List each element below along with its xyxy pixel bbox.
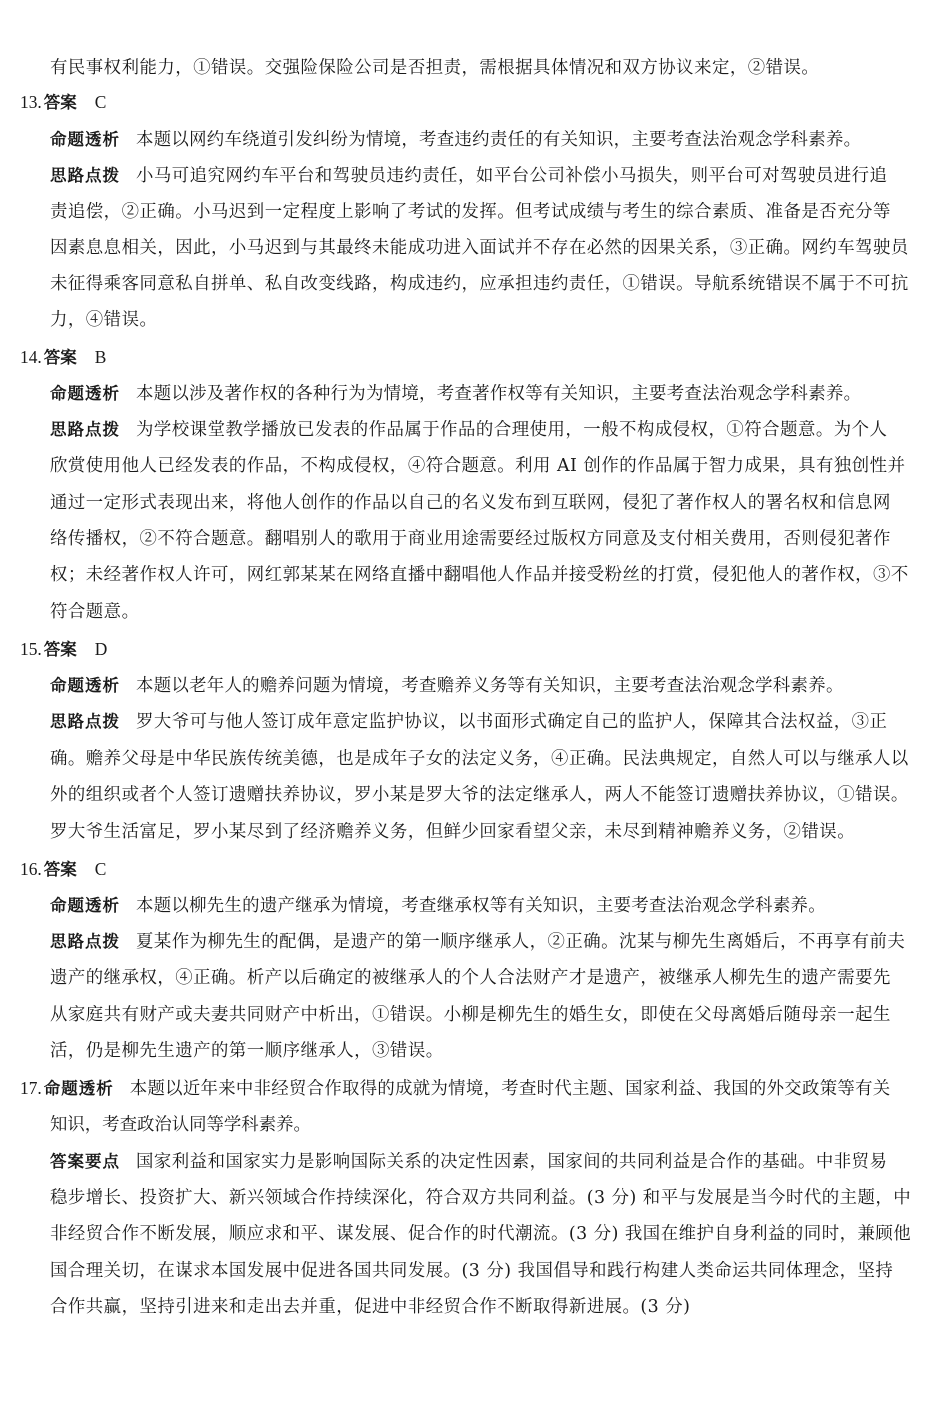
q14-hint-line-1: 欣赏使用他人已经发表的作品，不构成侵权，④符合题意。利用 AI 创作的作品属于智力成果，具有独创性并 (50, 456, 906, 476)
intro-label: 命题透析 (50, 896, 120, 915)
q17-key-line-0 (50, 1150, 887, 1174)
q16-intro (50, 894, 826, 918)
q15-intro-text: 本题以老年人的赡养问题为情境，考查赡养义务等有关知识，主要考查法治观念学科素养。 (136, 676, 844, 696)
q14-hint-line-0 (50, 418, 887, 442)
key-label: 答案要点 (50, 1152, 120, 1171)
q17-intro-line-1: 知识，考查政治认同等学科素养。 (50, 1115, 311, 1135)
q14-intro-text: 本题以涉及著作权的各种行为为情境，考查著作权等有关知识，主要考查法治观念学科素养。 (136, 384, 862, 404)
q14-intro (50, 382, 861, 406)
q15-hint-line-3: 罗大爷生活富足，罗小某尽到了经济赡养义务，但鲜少回家看望父亲，未尽到精神赡养义务，②错误。 (50, 822, 856, 842)
q17-key-line-2: 非经贸合作不断发展，顺应求和平、谋发展、促合作的时代潮流。(3 分) 我国在维护自身利益的同时，兼顾他 (50, 1224, 912, 1244)
intro-label: 命题透析 (43, 1079, 114, 1098)
q17-number: 17. (20, 1078, 42, 1098)
answer-label: 答案 (43, 640, 77, 659)
intro-label: 命题透析 (50, 676, 120, 695)
q15-intro (50, 674, 844, 698)
q15-hint-line-1: 确。赡养父母是中华民族传统美德，也是成年子女的法定义务，④正确。民法典规定，自然人可以与继承人以 (50, 749, 909, 769)
q14-hint-line-2: 通过一定形式表现出来，将他人创作的作品以自己的名义发布到互联网，侵犯了著作权人的署名权和信息网 (50, 493, 891, 513)
q13-hint-line-3: 未征得乘客同意私自拼单、私自改变线路，构成违约，应承担违约责任，①错误。导航系统错误不属于不可抗 (50, 274, 909, 294)
q13-hint-line-2: 因素息息相关，因此，小马迟到与其最终未能成功进入面试并不存在必然的因果关系，③正确。网约车驾驶员 (50, 238, 909, 258)
q16-hint-text: 夏某作为柳先生的配偶，是遗产的第一顺序继承人，②正确。沈某与柳先生离婚后，不再享有前夫 (136, 932, 906, 952)
q13-hint-line-4: 力，④错误。 (50, 310, 158, 330)
hint-label: 思路点拨 (50, 932, 120, 951)
q16-answer-value: C (94, 859, 107, 879)
q15-hint-text: 罗大爷可与他人签订成年意定监护协议，以书面形式确定自己的监护人，保障其合法权益，③正 (136, 712, 888, 732)
q13-intro-text: 本题以网约车绕道引发纠纷为情境，考查违约责任的有关知识，主要考查法治观念学科素养。 (136, 130, 862, 150)
q14-answer-value: B (94, 347, 107, 367)
q15-hint-line-0 (50, 710, 887, 734)
q14-number: 14. (20, 347, 42, 367)
intro-label: 命题透析 (50, 384, 120, 403)
answer-label: 答案 (43, 348, 77, 367)
q14-hint-line-3: 络传播权，②不符合题意。翻唱别人的歌用于商业用途需要经过版权方同意及支付相关费用，否则侵犯著作 (50, 529, 891, 549)
q17-intro-row (20, 1076, 890, 1101)
q13-intro (50, 128, 861, 152)
q14-hint-line-4: 权；未经著作权人许可，网红郭某某在网络直播中翻唱他人作品并接受粉丝的打赏，侵犯他人的著作权，③不 (50, 565, 909, 585)
q15-answer-value: D (94, 639, 108, 659)
q13-hint-line-0 (50, 164, 887, 188)
q14-answer-row (20, 345, 106, 370)
q13-answer-value: C (94, 92, 107, 112)
q16-hint-line-1: 遗产的继承权，④正确。析产以后确定的被继承人的个人合法财产才是遗产，被继承人柳先生的遗产需要先 (50, 968, 891, 988)
hint-label: 思路点拨 (50, 712, 120, 731)
q15-answer-row (20, 637, 107, 662)
answer-label: 答案 (43, 860, 77, 879)
q13-hint-text: 小马可追究网约车平台和驾驶员违约责任，如平台公司补偿小马损失，则平台可对驾驶员进行追 (136, 166, 888, 186)
q15-hint-line-2: 外的组织或者个人签订遗赠扶养协议，罗小某是罗大爷的法定继承人，两人不能签订遗赠扶养协议，①错误。 (50, 785, 909, 805)
q14-hint-text: 为学校课堂教学播放已发表的作品属于作品的合理使用，一般不构成侵权，①符合题意。为个人 (136, 420, 888, 440)
q17-intro-text: 本题以近年来中非经贸合作取得的成就为情境，考查时代主题、国家利益、我国的外交政策等有关 (129, 1079, 891, 1099)
q16-intro-text: 本题以柳先生的遗产继承为情境，考查继承权等有关知识，主要考查法治观念学科素养。 (136, 896, 826, 916)
q13-answer-row (20, 90, 106, 115)
q17-key-line-4: 合作共赢，坚持引进来和走出去并重，促进中非经贸合作不断取得新进展。(3 分) (50, 1297, 691, 1317)
q17-key-line-1: 稳步增长、投资扩大、新兴领域合作持续深化，符合双方共同利益。(3 分) 和平与发展是当今时代的主题，中 (50, 1188, 912, 1208)
carryover-line: 有民事权利能力，①错误。交强险保险公司是否担责，需根据具体情况和双方协议来定，②错误。 (50, 58, 820, 78)
q16-answer-row (20, 857, 106, 882)
q17-key-line-3: 国合理关切，在谋求本国发展中促进各国共同发展。(3 分) 我国倡导和践行构建人类命运共同体理念，坚持 (50, 1261, 894, 1281)
q14-hint-line-5: 符合题意。 (50, 602, 140, 622)
q16-number: 16. (20, 859, 42, 879)
q17-key-text: 国家利益和国家实力是影响国际关系的决定性因素，国家间的共同利益是合作的基础。中非贸易 (136, 1152, 888, 1172)
q15-number: 15. (20, 639, 42, 659)
hint-label: 思路点拨 (50, 166, 120, 185)
answer-label: 答案 (43, 93, 77, 112)
intro-label: 命题透析 (50, 130, 120, 149)
hint-label: 思路点拨 (50, 420, 120, 439)
q13-number: 13. (20, 92, 42, 112)
q16-hint-line-2: 从家庭共有财产或夫妻共同财产中析出，①错误。小柳是柳先生的婚生女，即使在父母离婚后随母亲一起生 (50, 1005, 891, 1025)
q16-hint-line-3: 活，仍是柳先生遗产的第一顺序继承人，③错误。 (50, 1041, 444, 1061)
q16-hint-line-0 (50, 930, 905, 954)
q13-hint-line-1: 责追偿，②正确。小马迟到一定程度上影响了考试的发挥。但考试成绩与考生的综合素质、准备是否充分等 (50, 202, 891, 222)
